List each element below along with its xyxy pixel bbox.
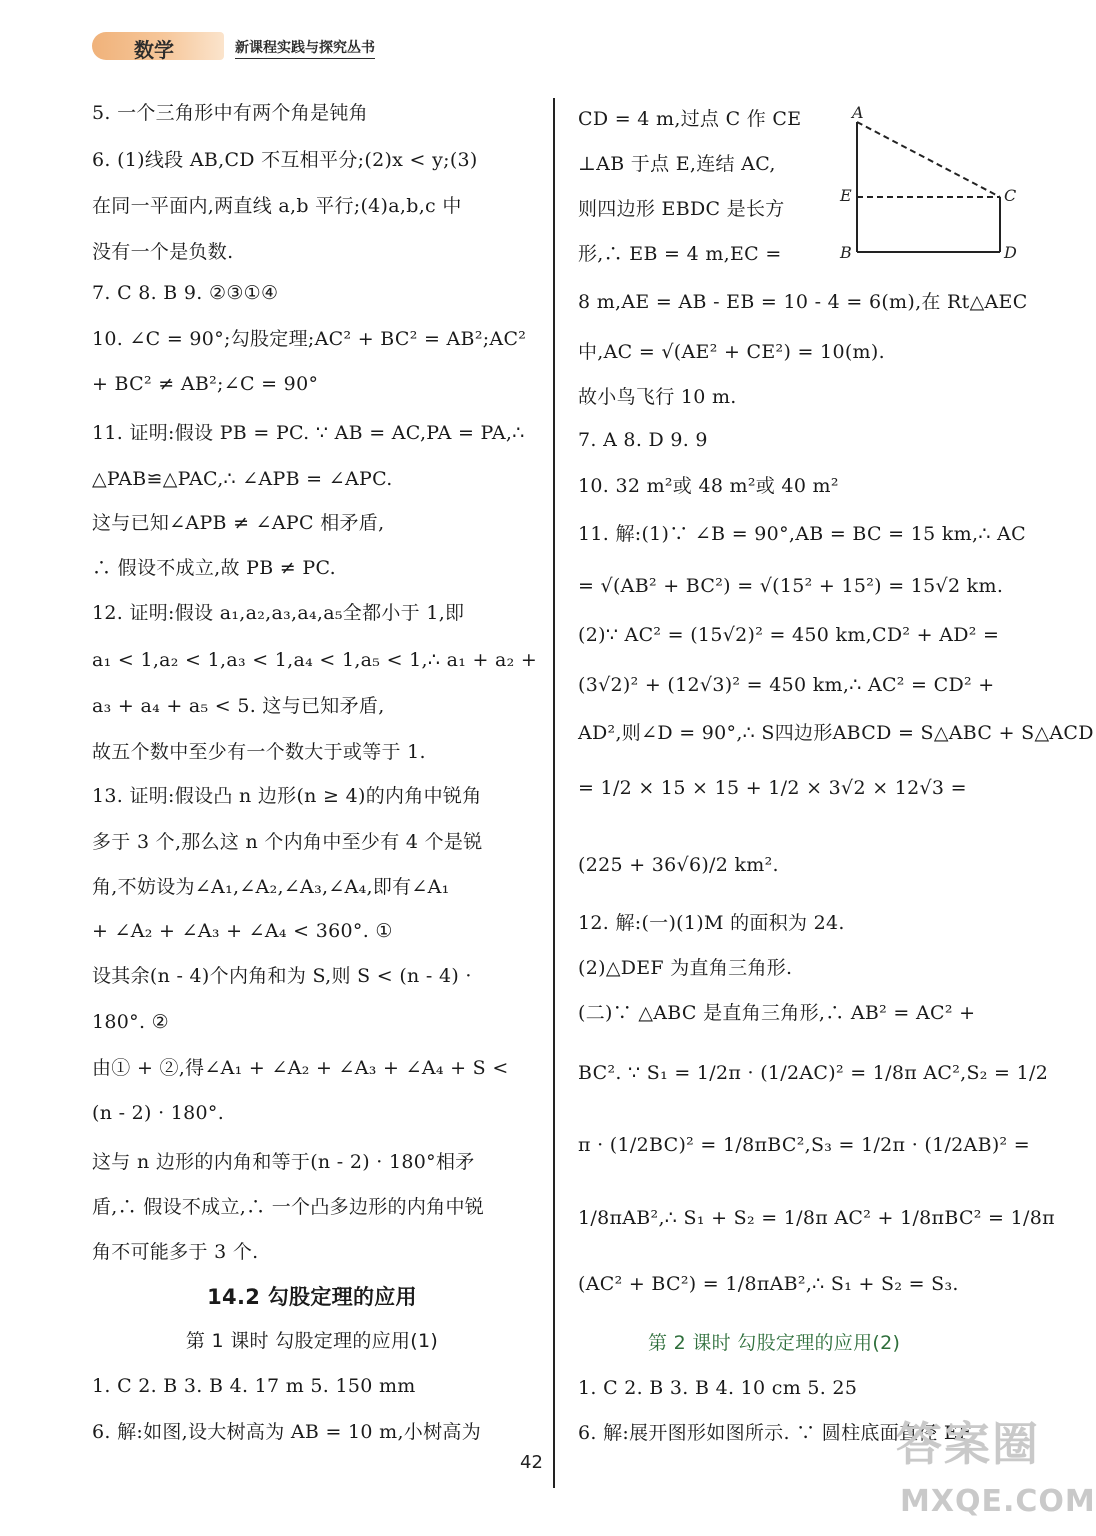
- answer-line: 故五个数中至少有一个数大于或等于 1.: [92, 741, 426, 763]
- answer-line: 180°. ②: [92, 1011, 169, 1033]
- answer-line: (2)△DEF 为直角三角形.: [578, 957, 793, 979]
- section-title: 14.2 勾股定理的应用: [207, 1285, 417, 1309]
- answer-line: 10. ∠C = 90°;勾股定理;AC² + BC² = AB²;AC²: [92, 328, 527, 350]
- answer-line: 1. C 2. B 3. B 4. 17 m 5. 150 mm: [92, 1375, 416, 1397]
- answer-line: = 1/2 × 15 × 15 + 1/2 × 3√2 × 12√3 =: [578, 777, 967, 799]
- answer-line: 8 m,AE = AB - EB = 10 - 4 = 6(m),在 Rt△AEC: [578, 291, 1028, 313]
- answer-line: + BC² ≠ AB²;∠C = 90°: [92, 373, 319, 395]
- watermark-domain: MXQE.COM: [900, 1484, 1096, 1519]
- answer-line: 没有一个是负数.: [92, 241, 234, 263]
- answer-line: 13. 证明:假设凸 n 边形(n ≥ 4)的内角中锐角: [92, 785, 482, 807]
- answer-line: 5. 一个三角形中有两个角是钝角: [92, 102, 368, 124]
- answer-line: 盾,∴ 假设不成立,∴ 一个凸多边形的内角中锐: [92, 1196, 485, 1218]
- answer-line: 6. 解:展开图形如图所示. ∵ 圆柱底面直径 EF: [578, 1422, 972, 1444]
- answer-line: 11. 解:(1)∵ ∠B = 90°,AB = BC = 15 km,∴ AC: [578, 523, 1026, 545]
- answer-line: AD²,则∠D = 90°,∴ S四边形ABCD = S△ABC + S△ACD: [578, 722, 1094, 744]
- answer-line: = √(AB² + BC²) = √(15² + 15²) = 15√2 km.: [578, 575, 1004, 597]
- answer-line: 由① + ②,得∠A₁ + ∠A₂ + ∠A₃ + ∠A₄ + S <: [92, 1057, 509, 1079]
- answer-line: a₁ < 1,a₂ < 1,a₃ < 1,a₄ < 1,a₅ < 1,∴ a₁ + a₂ +: [92, 649, 538, 671]
- answer-line: 6. 解:如图,设大树高为 AB = 10 m,小树高为: [92, 1421, 482, 1443]
- answer-line: 故小鸟飞行 10 m.: [578, 386, 737, 408]
- answer-line: ∴ 假设不成立,故 PB ≠ PC.: [92, 557, 336, 579]
- watermark: [896, 1408, 1096, 1526]
- answer-line: (二)∵ △ABC 是直角三角形,∴ AB² = AC² +: [578, 1002, 976, 1024]
- answer-line: a₃ + a₄ + a₅ < 5. 这与已知矛盾,: [92, 695, 385, 717]
- answer-line: (225 + 36√6)/2 km².: [578, 854, 779, 876]
- answer-line: 11. 证明:假设 PB = PC. ∵ AB = AC,PA = PA,∴: [92, 422, 525, 444]
- answer-line: ⊥AB 于点 E,连结 AC,: [578, 153, 776, 175]
- page-header: [92, 30, 412, 64]
- answer-line: (n - 2) · 180°.: [92, 1102, 225, 1124]
- answer-line: 多于 3 个,那么这 n 个内角中至少有 4 个是锐: [92, 831, 483, 853]
- page-number: 42: [520, 1452, 543, 1473]
- answer-line: (AC² + BC²) = 1/8πAB²,∴ S₁ + S₂ = S₃.: [578, 1273, 959, 1295]
- lesson-2-title: 第 2 课时 勾股定理的应用(2): [648, 1332, 901, 1354]
- answer-line: 7. C 8. B 9. ②③①④: [92, 282, 279, 304]
- answer-line: 12. 证明:假设 a₁,a₂,a₃,a₄,a₅全都小于 1,即: [92, 602, 465, 624]
- answer-line: 7. A 8. D 9. 9: [578, 429, 708, 451]
- answer-line: 形,∴ EB = 4 m,EC =: [578, 243, 782, 265]
- answer-line: 角,不妨设为∠A₁,∠A₂,∠A₃,∠A₄,即有∠A₁: [92, 876, 450, 898]
- answer-line: 这与 n 边形的内角和等于(n - 2) · 180°相矛: [92, 1151, 475, 1173]
- trees-diagram: [832, 100, 1032, 270]
- label-b: B: [840, 243, 852, 262]
- lesson-1-title: 第 1 课时 勾股定理的应用(1): [185, 1330, 439, 1352]
- answer-line: + ∠A₂ + ∠A₃ + ∠A₄ < 360°. ①: [92, 920, 393, 942]
- answer-line: 6. (1)线段 AB,CD 不互相平分;(2)x < y;(3): [92, 149, 478, 171]
- subject-label: 数学: [134, 38, 174, 62]
- answer-line: (3√2)² + (12√3)² = 450 km,∴ AC² = CD² +: [578, 674, 995, 696]
- label-a: A: [852, 103, 864, 122]
- answer-line: CD = 4 m,过点 C 作 CE: [578, 108, 802, 130]
- answer-line: 这与已知∠APB ≠ ∠APC 相矛盾,: [92, 512, 385, 534]
- flight-path-line: [857, 122, 1000, 197]
- label-c: C: [1004, 186, 1017, 205]
- series-title: 新课程实践与探究丛书: [235, 37, 375, 59]
- answer-line: 设其余(n - 4)个内角和为 S,则 S < (n - 4) ·: [92, 965, 472, 987]
- answer-line: 10. 32 m²或 48 m²或 40 m²: [578, 475, 839, 497]
- answer-line: 在同一平面内,两直线 a,b 平行;(4)a,b,c 中: [92, 195, 462, 217]
- answer-line: 12. 解:(一)(1)M 的面积为 24.: [578, 912, 845, 934]
- answer-line: 1/8πAB²,∴ S₁ + S₂ = 1/8π AC² + 1/8πBC² = 1/8π: [578, 1207, 1055, 1229]
- answer-line: (2)∵ AC² = (15√2)² = 450 km,CD² + AD² =: [578, 624, 1000, 646]
- column-divider: [553, 98, 555, 1488]
- answer-line: BC². ∵ S₁ = 1/2π · (1/2AC)² = 1/8π AC²,S₂ = 1/2: [578, 1062, 1049, 1084]
- answer-line: π · (1/2BC)² = 1/8πBC²,S₃ = 1/2π · (1/2AB)² =: [578, 1134, 1031, 1156]
- answer-line: 则四边形 EBDC 是长方: [578, 198, 785, 220]
- answer-line: 中,AC = √(AE² + CE²) = 10(m).: [578, 341, 885, 363]
- answer-line: 角不可能多于 3 个.: [92, 1241, 259, 1263]
- watermark-logo-text: 答案圈: [896, 1417, 1040, 1471]
- answer-line: 1. C 2. B 3. B 4. 10 cm 5. 25: [578, 1377, 858, 1399]
- subject-tab: [92, 32, 224, 60]
- label-d: D: [1004, 243, 1017, 262]
- label-e: E: [840, 186, 852, 205]
- answer-line: △PAB≌△PAC,∴ ∠APB = ∠APC.: [92, 468, 393, 490]
